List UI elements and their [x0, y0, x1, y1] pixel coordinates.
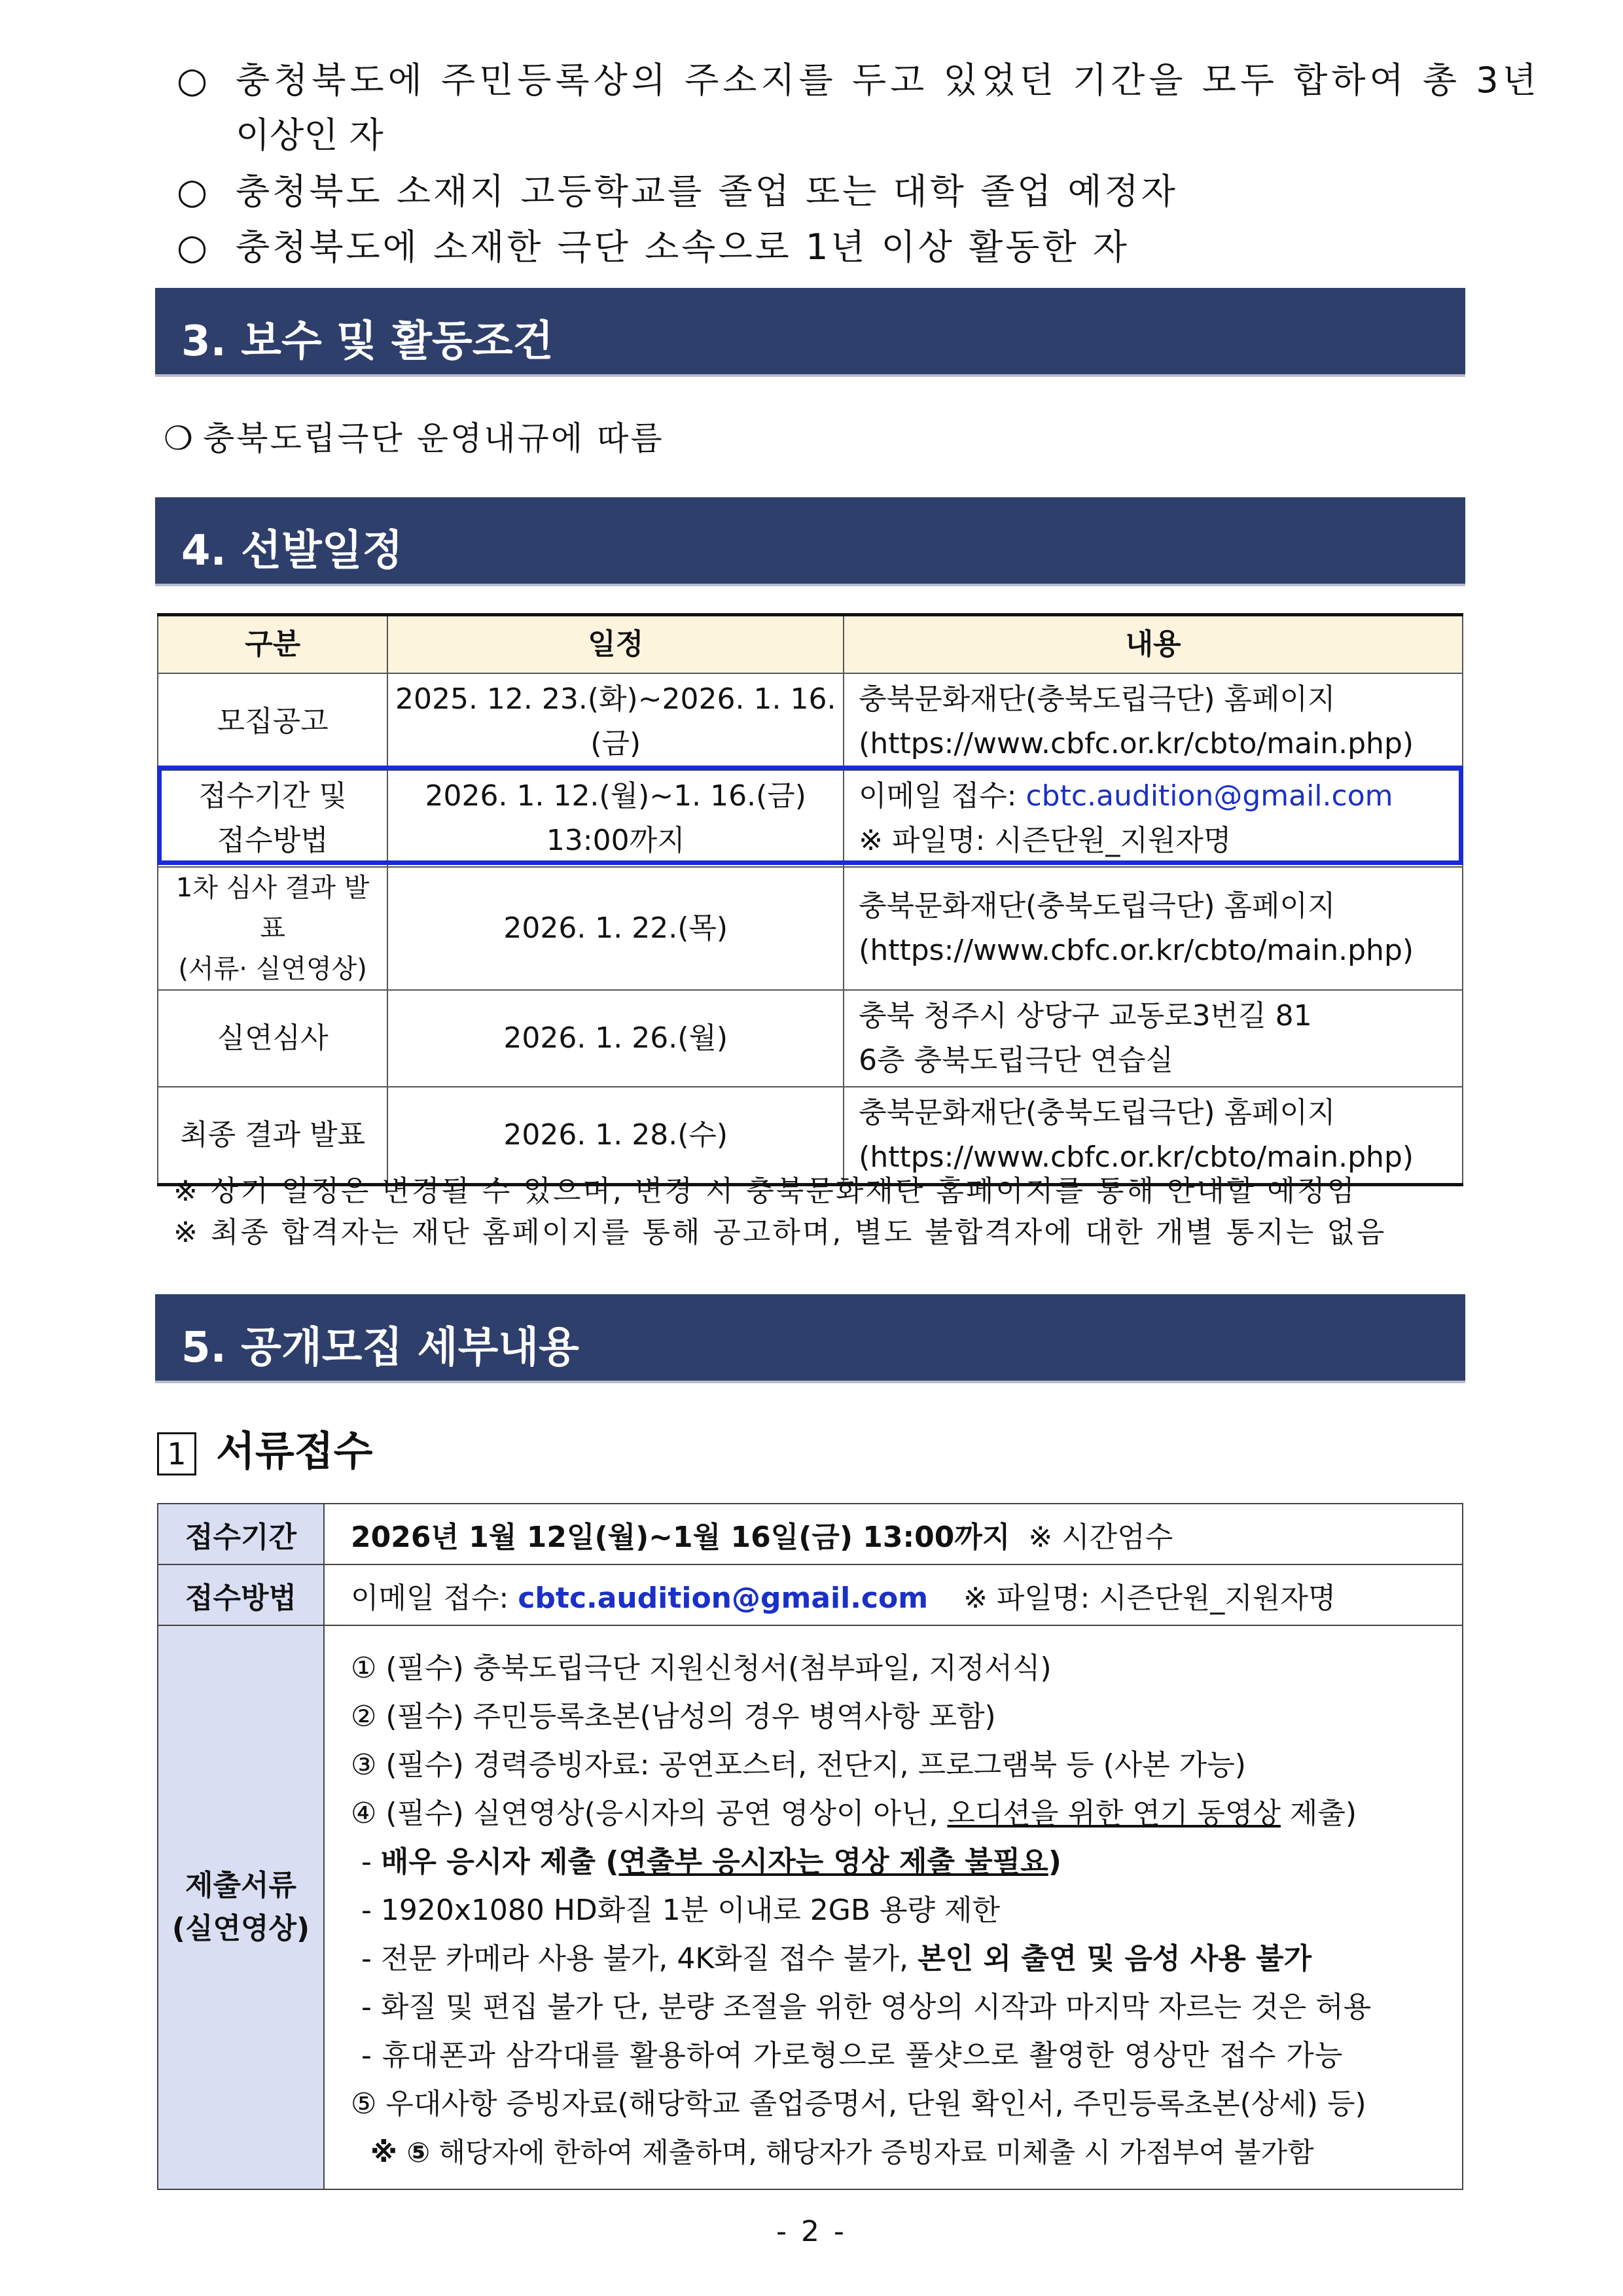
- row-content: 충북문화재단(충북도립극단) 홈페이지 (https://www.cbfc.or.kr/cbto/main.php): [844, 867, 1463, 990]
- header-content: 내용: [844, 615, 1463, 674]
- row-date: 2026. 1. 22.(목): [387, 867, 844, 990]
- section-5-title: 5. 공개모집 세부내용: [181, 1324, 579, 1372]
- email-link[interactable]: cbtc.audition@gmail.com: [518, 1581, 929, 1615]
- section-3-bullet: ❍ 충북도립극단 운영내규에 따름: [164, 419, 664, 457]
- circle-bullet-icon: ○: [177, 171, 208, 212]
- table-row: [158, 1504, 1463, 1564]
- table-row: [158, 770, 1463, 867]
- header-date: 일정: [387, 615, 844, 674]
- table-row: [158, 1625, 1463, 2189]
- row-content: 이메일 접수: cbtc.audition@gmail.com ※ 파일명: 시즌단원_지원자명: [844, 770, 1463, 867]
- eligibility-item-1-cont: 이상인 자: [236, 115, 383, 156]
- table-row: [158, 1564, 1463, 1625]
- row-category: 모집공고: [158, 673, 387, 770]
- circle-bullet-icon: ❍: [164, 419, 193, 457]
- row-date: 2026. 1. 12.(월)~1. 16.(금) 13:00까지: [387, 770, 844, 867]
- row-content: 충북 청주시 상당구 교동로3번길 81 6층 충북도립극단 연습실: [844, 990, 1463, 1087]
- row-category: 1차 심사 결과 발표 (서류· 실연영상): [158, 867, 387, 990]
- doc-subitem: - 배우 응시자 제출 (연출부 응시자는 영상 제출 불필요): [361, 1845, 1061, 1879]
- docs-label: 제출서류 (실연영상): [158, 1625, 324, 2189]
- eligibility-item-2: ○ 충청북도 소재지 고등학교를 졸업 또는 대학 졸업 예정자: [177, 169, 1178, 215]
- table-row: [158, 990, 1463, 1087]
- docs-list: [324, 1625, 1463, 2189]
- eligibility-item-1: ○ 충청북도에 주민등록상의 주소지를 두고 있었던 기간을 모두 합하여 총 3년: [177, 58, 1541, 103]
- row-content: 충북문화재단(충북도립극단) 홈페이지 (https://www.cbfc.or.kr/cbto/main.php): [844, 673, 1463, 770]
- row-category: 최종 결과 발표: [158, 1087, 387, 1185]
- doc-subitem: - 1920x1080 HD화질 1분 이내로 2GB 용량 제한: [361, 1893, 1001, 1927]
- section-4-title: 4. 선발일정: [181, 527, 403, 575]
- section-4-header: [155, 497, 1465, 586]
- header-category: 구분: [158, 615, 387, 674]
- doc-item: ④ (필수) 실연영상(응시자의 공연 영상이 아닌, 오디션을 위한 연기 동영상 제출): [351, 1796, 1357, 1830]
- row-category: 접수기간 및 접수방법: [158, 770, 387, 867]
- doc-item: ⑤ 우대사항 증빙자료(해당학교 졸업증명서, 단원 확인서, 주민등록초본(상세) 등): [351, 2087, 1366, 2121]
- section-3-header: [155, 288, 1465, 377]
- period-label: 접수기간: [158, 1504, 324, 1564]
- email-link[interactable]: cbtc.audition@gmail.com: [1026, 779, 1393, 813]
- section-3-title: 3. 보수 및 활동조건: [181, 317, 554, 366]
- doc-subitem: - 휴대폰과 삼각대를 활용하여 가로형으로 풀샷으로 촬영한 영상만 접수 가능: [361, 2038, 1344, 2072]
- method-label: 접수방법: [158, 1564, 324, 1625]
- row-date: 2025. 12. 23.(화)~2026. 1. 16.(금): [387, 673, 844, 770]
- eligibility-item-3: ○ 충청북도에 소재한 극단 소속으로 1년 이상 활동한 자: [177, 224, 1130, 270]
- doc-subitem: - 전문 카메라 사용 불가, 4K화질 접수 불가, 본인 외 출연 및 음성 사용 불가: [361, 1941, 1312, 1975]
- circle-bullet-icon: ○: [177, 60, 208, 101]
- doc-note: ※ ⑤ 해당자에 한하여 제출하며, 해당자가 증빙자료 미체출 시 가점부여 불가함: [370, 2136, 1314, 2168]
- circle-bullet-icon: ○: [177, 226, 208, 268]
- table-row: [158, 673, 1463, 770]
- row-date: 2026. 1. 26.(월): [387, 990, 844, 1087]
- schedule-note-2: ※ 최종 합격자는 재단 홈페이지를 통해 공고하며, 별도 불합격자에 대한 개별 통지는 없음: [173, 1216, 1387, 1249]
- doc-item: ② (필수) 주민등록초본(남성의 경우 병역사항 포함): [351, 1699, 996, 1733]
- submission-table: [157, 1503, 1463, 2190]
- page-number: - 2 -: [776, 2215, 847, 2248]
- section-5-header: [155, 1294, 1465, 1383]
- doc-item: ③ (필수) 경력증빙자료: 공연포스터, 전단지, 프로그램북 등 (사본 가능): [351, 1748, 1246, 1782]
- method-value: 이메일 접수: cbtc.audition@gmail.com ※ 파일명: 시즌단원_지원자명: [324, 1564, 1463, 1625]
- row-category: 실연심사: [158, 990, 387, 1087]
- subsection-title: 1 서류접수: [157, 1419, 373, 1477]
- row-content: 충북문화재단(충북도립극단) 홈페이지 (https://www.cbfc.or.kr/cbto/main.php): [844, 1087, 1463, 1185]
- schedule-table: [157, 613, 1463, 1186]
- table-row: [158, 867, 1463, 990]
- schedule-note-1: ※ 상기 일정은 변경될 수 있으며, 변경 시 충북문화재단 홈페이지를 통해 안내할 예정임: [173, 1174, 1357, 1208]
- table-row: [158, 1087, 1463, 1185]
- number-box-icon: 1: [157, 1432, 196, 1475]
- doc-item: ① (필수) 충북도립극단 지원신청서(첨부파일, 지정서식): [351, 1651, 1052, 1685]
- schedule-header-row: [158, 615, 1463, 674]
- row-date: 2026. 1. 28.(수): [387, 1087, 844, 1185]
- doc-subitem: - 화질 및 편집 불가 단, 분량 조절을 위한 영상의 시작과 마지막 자르는 것은 허용: [361, 1990, 1372, 2024]
- period-value: 2026년 1월 12일(월)~1월 16일(금) 13:00까지 ※ 시간엄수: [324, 1504, 1463, 1564]
